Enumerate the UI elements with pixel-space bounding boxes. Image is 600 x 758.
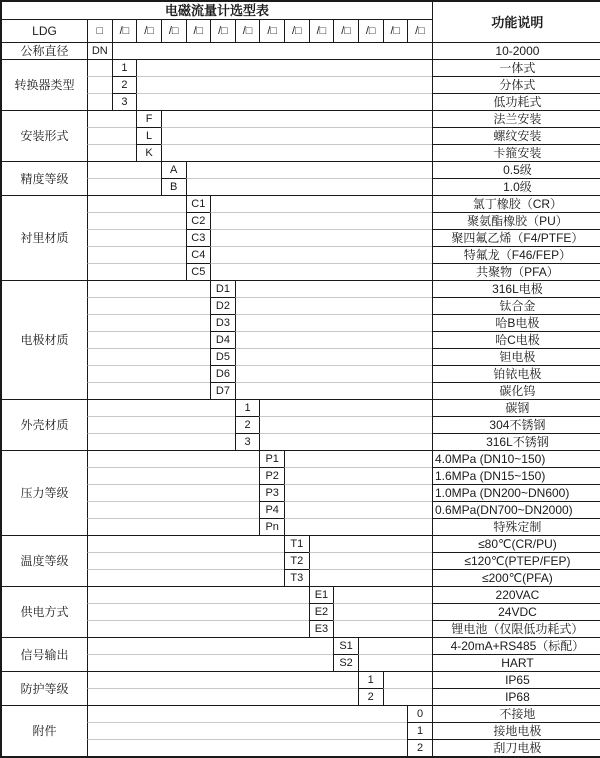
code-cell: D2 <box>210 297 235 314</box>
code-cell: B <box>161 178 186 195</box>
filler-cell <box>284 518 432 535</box>
code-cell: D3 <box>210 314 235 331</box>
filler-cell <box>87 518 259 535</box>
filler-cell <box>87 416 235 433</box>
code-cell: D6 <box>210 365 235 382</box>
filler-cell <box>87 467 259 484</box>
code-cell: T2 <box>284 552 309 569</box>
code-cell: D5 <box>210 348 235 365</box>
spec-label: 温度等级 <box>2 535 87 586</box>
desc-cell: 卡箍安装 <box>432 144 600 161</box>
desc-cell: ≤200℃(PFA) <box>432 569 600 586</box>
spec-label: 供电方式 <box>2 586 87 637</box>
filler-cell <box>235 365 432 382</box>
filler-cell <box>87 76 112 93</box>
desc-cell: 24VDC <box>432 603 600 620</box>
spec-label: 压力等级 <box>2 450 87 535</box>
desc-cell: 10-2000 <box>432 42 600 59</box>
desc-cell: IP68 <box>432 688 600 705</box>
desc-cell: 聚氨酯橡胶（PU） <box>432 212 600 229</box>
code-cell: 3 <box>235 433 260 450</box>
desc-cell: 氯丁橡胶（CR） <box>432 195 600 212</box>
filler-cell <box>87 586 309 603</box>
desc-cell: 316L电极 <box>432 280 600 297</box>
filler-cell <box>87 433 235 450</box>
desc-cell: 哈B电极 <box>432 314 600 331</box>
code-cell: DN <box>87 42 112 59</box>
code-cell: P3 <box>259 484 284 501</box>
desc-cell: 哈C电极 <box>432 331 600 348</box>
filler-cell <box>333 603 432 620</box>
filler-cell <box>309 535 432 552</box>
code-cell: F <box>136 110 161 127</box>
desc-cell: 共聚物（PFA） <box>432 263 600 280</box>
filler-cell <box>259 399 432 416</box>
filler-cell <box>87 705 407 722</box>
filler-cell <box>87 450 259 467</box>
desc-cell: 316L不锈钢 <box>432 433 600 450</box>
spec-label: 电极材质 <box>2 280 87 399</box>
code-cell: C1 <box>186 195 211 212</box>
desc-cell: 法兰安装 <box>432 110 600 127</box>
filler-cell <box>136 93 432 110</box>
filler-cell <box>333 620 432 637</box>
filler-cell <box>87 501 259 518</box>
desc-cell: 钽电极 <box>432 348 600 365</box>
code-cell: 1 <box>407 722 432 739</box>
filler-cell <box>87 297 210 314</box>
filler-cell <box>235 331 432 348</box>
desc-cell: IP65 <box>432 671 600 688</box>
filler-cell <box>210 195 432 212</box>
model-slot: /□ <box>235 19 260 42</box>
model-slot: /□ <box>407 19 432 42</box>
code-cell: C4 <box>186 246 211 263</box>
filler-cell <box>87 161 161 178</box>
desc-cell: 1.0MPa (DN200~DN600) <box>432 484 600 501</box>
desc-cell: 锂电池（仅限低功耗式） <box>432 620 600 637</box>
desc-cell: 刮刀电极 <box>432 739 600 756</box>
filler-cell <box>87 569 284 586</box>
desc-cell: 一体式 <box>432 59 600 76</box>
spec-label: 精度等级 <box>2 161 87 195</box>
model-slot: /□ <box>186 19 211 42</box>
desc-cell: 1.0级 <box>432 178 600 195</box>
desc-cell: 特氟龙（F46/FEP） <box>432 246 600 263</box>
desc-cell: 碳化钨 <box>432 382 600 399</box>
filler-cell <box>87 246 186 263</box>
filler-cell <box>87 110 136 127</box>
filler-cell <box>112 42 432 59</box>
filler-cell <box>210 246 432 263</box>
filler-cell <box>161 144 432 161</box>
filler-cell <box>284 450 432 467</box>
filler-cell <box>358 637 432 654</box>
code-cell: 2 <box>235 416 260 433</box>
filler-cell <box>87 552 284 569</box>
desc-cell: 4-20mA+RS485（标配） <box>432 637 600 654</box>
filler-cell <box>87 365 210 382</box>
code-cell: 1 <box>358 671 383 688</box>
code-cell: E1 <box>309 586 334 603</box>
desc-cell: 螺纹安装 <box>432 127 600 144</box>
code-cell: P4 <box>259 501 284 518</box>
filler-cell <box>161 110 432 127</box>
code-cell: K <box>136 144 161 161</box>
desc-cell: 4.0MPa (DN10~150) <box>432 450 600 467</box>
filler-cell <box>87 671 358 688</box>
filler-cell <box>87 535 284 552</box>
filler-cell <box>87 178 161 195</box>
filler-cell <box>136 59 432 76</box>
filler-cell <box>87 399 235 416</box>
filler-cell <box>87 93 112 110</box>
filler-cell <box>87 484 259 501</box>
filler-cell <box>87 195 186 212</box>
table-title: 电磁流量计选型表 <box>164 3 269 18</box>
filler-cell <box>87 212 186 229</box>
spec-label: 防护等级 <box>2 671 87 705</box>
desc-cell: 0.5级 <box>432 161 600 178</box>
filler-cell <box>87 348 210 365</box>
model-slot: /□ <box>136 19 161 42</box>
desc-cell: 聚四氟乙烯（F4/PTFE） <box>432 229 600 246</box>
desc-cell: 铂铱电极 <box>432 365 600 382</box>
code-cell: D7 <box>210 382 235 399</box>
desc-cell: 304不锈钢 <box>432 416 600 433</box>
filler-cell <box>87 314 210 331</box>
code-cell: 2 <box>112 76 137 93</box>
code-cell: A <box>161 161 186 178</box>
model-slot: /□ <box>210 19 235 42</box>
desc-cell: 不接地 <box>432 705 600 722</box>
code-cell: 0 <box>407 705 432 722</box>
model-slot: /□ <box>284 19 309 42</box>
filler-cell <box>87 688 358 705</box>
filler-cell <box>235 297 432 314</box>
filler-cell <box>358 654 432 671</box>
code-cell: 2 <box>407 739 432 756</box>
desc-cell: 低功耗式 <box>432 93 600 110</box>
code-cell: T1 <box>284 535 309 552</box>
spec-label: 附件 <box>2 705 87 756</box>
filler-cell <box>284 467 432 484</box>
filler-cell <box>383 688 432 705</box>
filler-cell <box>235 382 432 399</box>
desc-cell: 0.6MPa(DN700~DN2000) <box>432 501 600 518</box>
model-slot: /□ <box>333 19 358 42</box>
filler-cell <box>284 501 432 518</box>
model-slot: /□ <box>112 19 137 42</box>
filler-cell <box>186 161 432 178</box>
desc-cell: 特殊定制 <box>432 518 600 535</box>
model-slot: /□ <box>383 19 408 42</box>
desc-cell: 钛合金 <box>432 297 600 314</box>
filler-cell <box>186 178 432 195</box>
code-cell: D4 <box>210 331 235 348</box>
code-cell: C3 <box>186 229 211 246</box>
code-cell: C5 <box>186 263 211 280</box>
spec-label: 信号输出 <box>2 637 87 671</box>
filler-cell <box>309 569 432 586</box>
code-cell: 1 <box>235 399 260 416</box>
filler-cell <box>87 263 186 280</box>
code-cell: T3 <box>284 569 309 586</box>
desc-cell: ≤120℃(PTEP/FEP) <box>432 552 600 569</box>
code-cell: E3 <box>309 620 334 637</box>
filler-cell <box>87 382 210 399</box>
filler-cell <box>235 314 432 331</box>
code-cell: S1 <box>333 637 358 654</box>
spec-label: 外壳材质 <box>2 399 87 450</box>
model-first-box: □ <box>87 19 112 42</box>
desc-cell: 接地电极 <box>432 722 600 739</box>
model-slot: /□ <box>358 19 383 42</box>
desc-cell: ≤80℃(CR/PU) <box>432 535 600 552</box>
filler-cell <box>210 212 432 229</box>
filler-cell <box>333 586 432 603</box>
filler-cell <box>161 127 432 144</box>
code-cell: S2 <box>333 654 358 671</box>
function-column-header: 功能说明 <box>432 2 600 42</box>
filler-cell <box>235 348 432 365</box>
filler-cell <box>259 416 432 433</box>
code-cell: L <box>136 127 161 144</box>
model-prefix: LDG <box>2 19 87 42</box>
code-cell: 3 <box>112 93 137 110</box>
filler-cell <box>136 76 432 93</box>
desc-cell: 1.6MPa (DN15~150) <box>432 467 600 484</box>
filler-cell <box>259 433 432 450</box>
desc-cell: 220VAC <box>432 586 600 603</box>
filler-cell <box>87 637 333 654</box>
spec-label: 安装形式 <box>2 110 87 161</box>
filler-cell <box>210 263 432 280</box>
code-cell: C2 <box>186 212 211 229</box>
filler-cell <box>235 280 432 297</box>
desc-cell: HART <box>432 654 600 671</box>
filler-cell <box>87 654 333 671</box>
spec-label: 公称直径 <box>2 42 87 59</box>
code-cell: Pn <box>259 518 284 535</box>
model-slot: /□ <box>161 19 186 42</box>
filler-cell <box>87 722 407 739</box>
filler-cell <box>383 671 432 688</box>
spec-label: 转换器类型 <box>2 59 87 110</box>
filler-cell <box>210 229 432 246</box>
filler-cell <box>87 280 210 297</box>
filler-cell <box>309 552 432 569</box>
model-slot: /□ <box>259 19 284 42</box>
code-cell: D1 <box>210 280 235 297</box>
code-cell: 2 <box>358 688 383 705</box>
code-cell: E2 <box>309 603 334 620</box>
spec-label: 衬里材质 <box>2 195 87 280</box>
filler-cell <box>87 331 210 348</box>
model-slot: /□ <box>309 19 334 42</box>
filler-cell <box>87 603 309 620</box>
filler-cell <box>87 59 112 76</box>
code-cell: P2 <box>259 467 284 484</box>
filler-cell <box>87 127 136 144</box>
filler-cell <box>284 484 432 501</box>
desc-cell: 分体式 <box>432 76 600 93</box>
code-cell: P1 <box>259 450 284 467</box>
filler-cell <box>87 620 309 637</box>
filler-cell <box>87 739 407 756</box>
filler-cell <box>87 144 136 161</box>
code-cell: 1 <box>112 59 137 76</box>
filler-cell <box>87 229 186 246</box>
desc-cell: 碳钢 <box>432 399 600 416</box>
